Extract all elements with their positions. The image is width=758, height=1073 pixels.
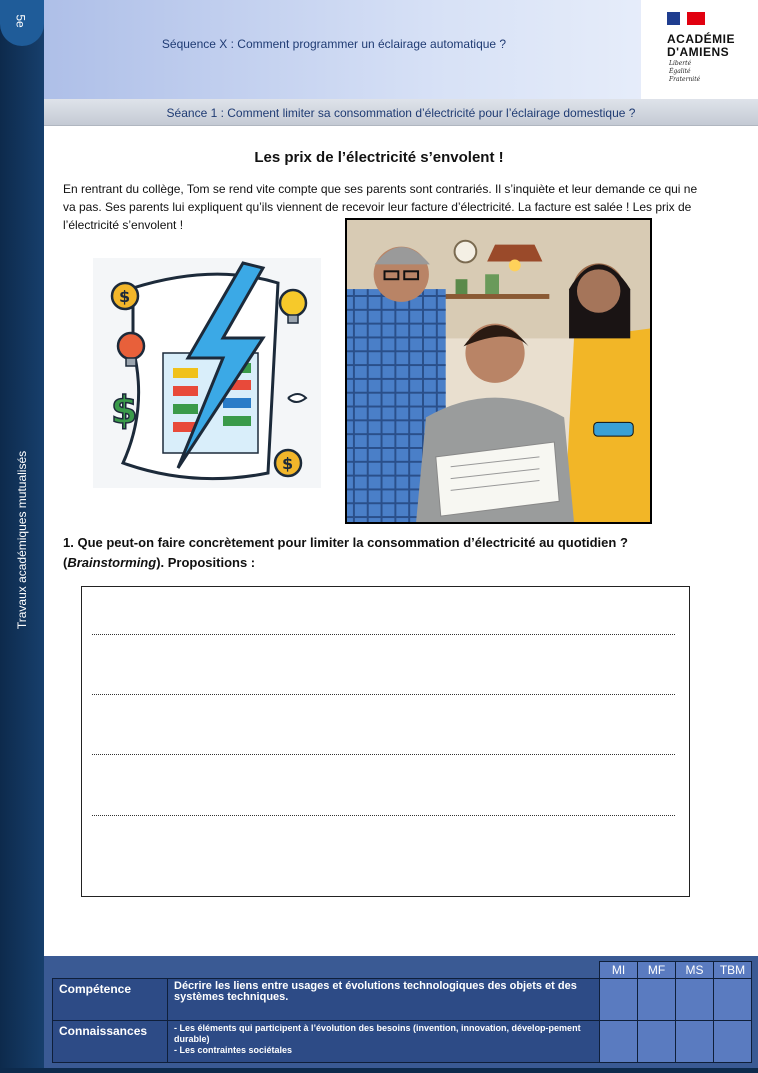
question-italic: Brainstorming <box>67 555 157 570</box>
connaissances-mi-cell[interactable] <box>600 1021 638 1063</box>
competence-tbm-cell[interactable] <box>714 979 752 1021</box>
connaissances-tbm-cell[interactable] <box>714 1021 752 1063</box>
connaissances-description <box>168 1021 600 1063</box>
logo-motto-3: Fraternité <box>669 76 701 83</box>
level-label: 5e <box>13 14 28 28</box>
connaissances-ms-cell[interactable] <box>676 1021 714 1063</box>
level-ms: MS <box>676 962 714 979</box>
side-vertical-label: Travaux académiques mutualisés <box>15 450 29 630</box>
answer-line-4[interactable] <box>92 815 675 816</box>
intro-paragraph: En rentrant du collège, Tom se rend vite compte que ses parents sont contrariés. Il s’inquiète et leur demande ce qui ne va pas. Ses parents lui expliquent qu’ils viennent de recevoir leur facture d’électricité. La facture est salée ! Les prix de l’électricité s’envolent ! <box>63 182 698 232</box>
answer-line-2[interactable] <box>92 694 675 695</box>
header <box>44 0 758 99</box>
level-mf: MF <box>638 962 676 979</box>
sequence-title: Séquence X : Comment programmer un éclairage automatique ? <box>161 37 507 51</box>
question-text: Que peut-on faire concrètement pour limiter la consommation d’électricité au quotidien ? <box>77 535 628 550</box>
evaluation-table <box>52 961 752 1063</box>
level-mi: MI <box>600 962 638 979</box>
competence-ms-cell[interactable] <box>676 979 714 1021</box>
question-end: ). Propositions : <box>156 555 256 570</box>
level-tab <box>0 0 44 46</box>
page-title: Les prix de l’électricité s’envolent ! <box>254 149 504 166</box>
family-bill-photo <box>345 218 652 524</box>
question-1 <box>63 533 723 573</box>
academie-logo <box>641 0 758 99</box>
logo-line-1: ACADÉMIE <box>667 32 736 46</box>
question-paren-open: ( <box>63 555 68 570</box>
seance-title: Séance 1 : Comment limiter sa consommation d’électricité pour l’éclairage domestique ? <box>166 106 636 120</box>
svg-text:$: $ <box>282 454 294 473</box>
bottom-line <box>0 1068 758 1073</box>
level-tbm: TBM <box>714 962 752 979</box>
electricity-bill-illustration <box>93 258 321 488</box>
connaissances-line-2: - Les contraintes sociétales <box>174 1045 293 1055</box>
logo-motto-1: Liberté <box>669 60 692 67</box>
answer-box[interactable] <box>81 586 690 897</box>
logo-motto-2: Égalité <box>669 68 691 75</box>
competence-mf-cell[interactable] <box>638 979 676 1021</box>
question-number: 1. <box>63 535 74 550</box>
answer-line-1[interactable] <box>92 634 675 635</box>
competence-description <box>168 979 600 1021</box>
answer-line-3[interactable] <box>92 754 675 755</box>
connaissances-label: Connaissances <box>53 1021 168 1063</box>
competence-mi-cell[interactable] <box>600 979 638 1021</box>
seance-bar <box>44 99 758 126</box>
competence-text: Décrire les liens entre usages et évolutions technologiques des objets et des systèmes techniques. <box>174 980 577 1003</box>
competence-label: Compétence <box>53 979 168 1021</box>
svg-text:$: $ <box>119 287 131 306</box>
french-flag-icon <box>667 12 705 25</box>
svg-text:$: $ <box>111 388 138 432</box>
side-band <box>0 0 44 1073</box>
connaissances-mf-cell[interactable] <box>638 1021 676 1063</box>
connaissances-line-1: - Les éléments qui participent à l’évolution des besoins (invention, innovation, dévelop-pement durable) <box>174 1023 581 1044</box>
logo-line-2: D'AMIENS <box>667 45 730 59</box>
